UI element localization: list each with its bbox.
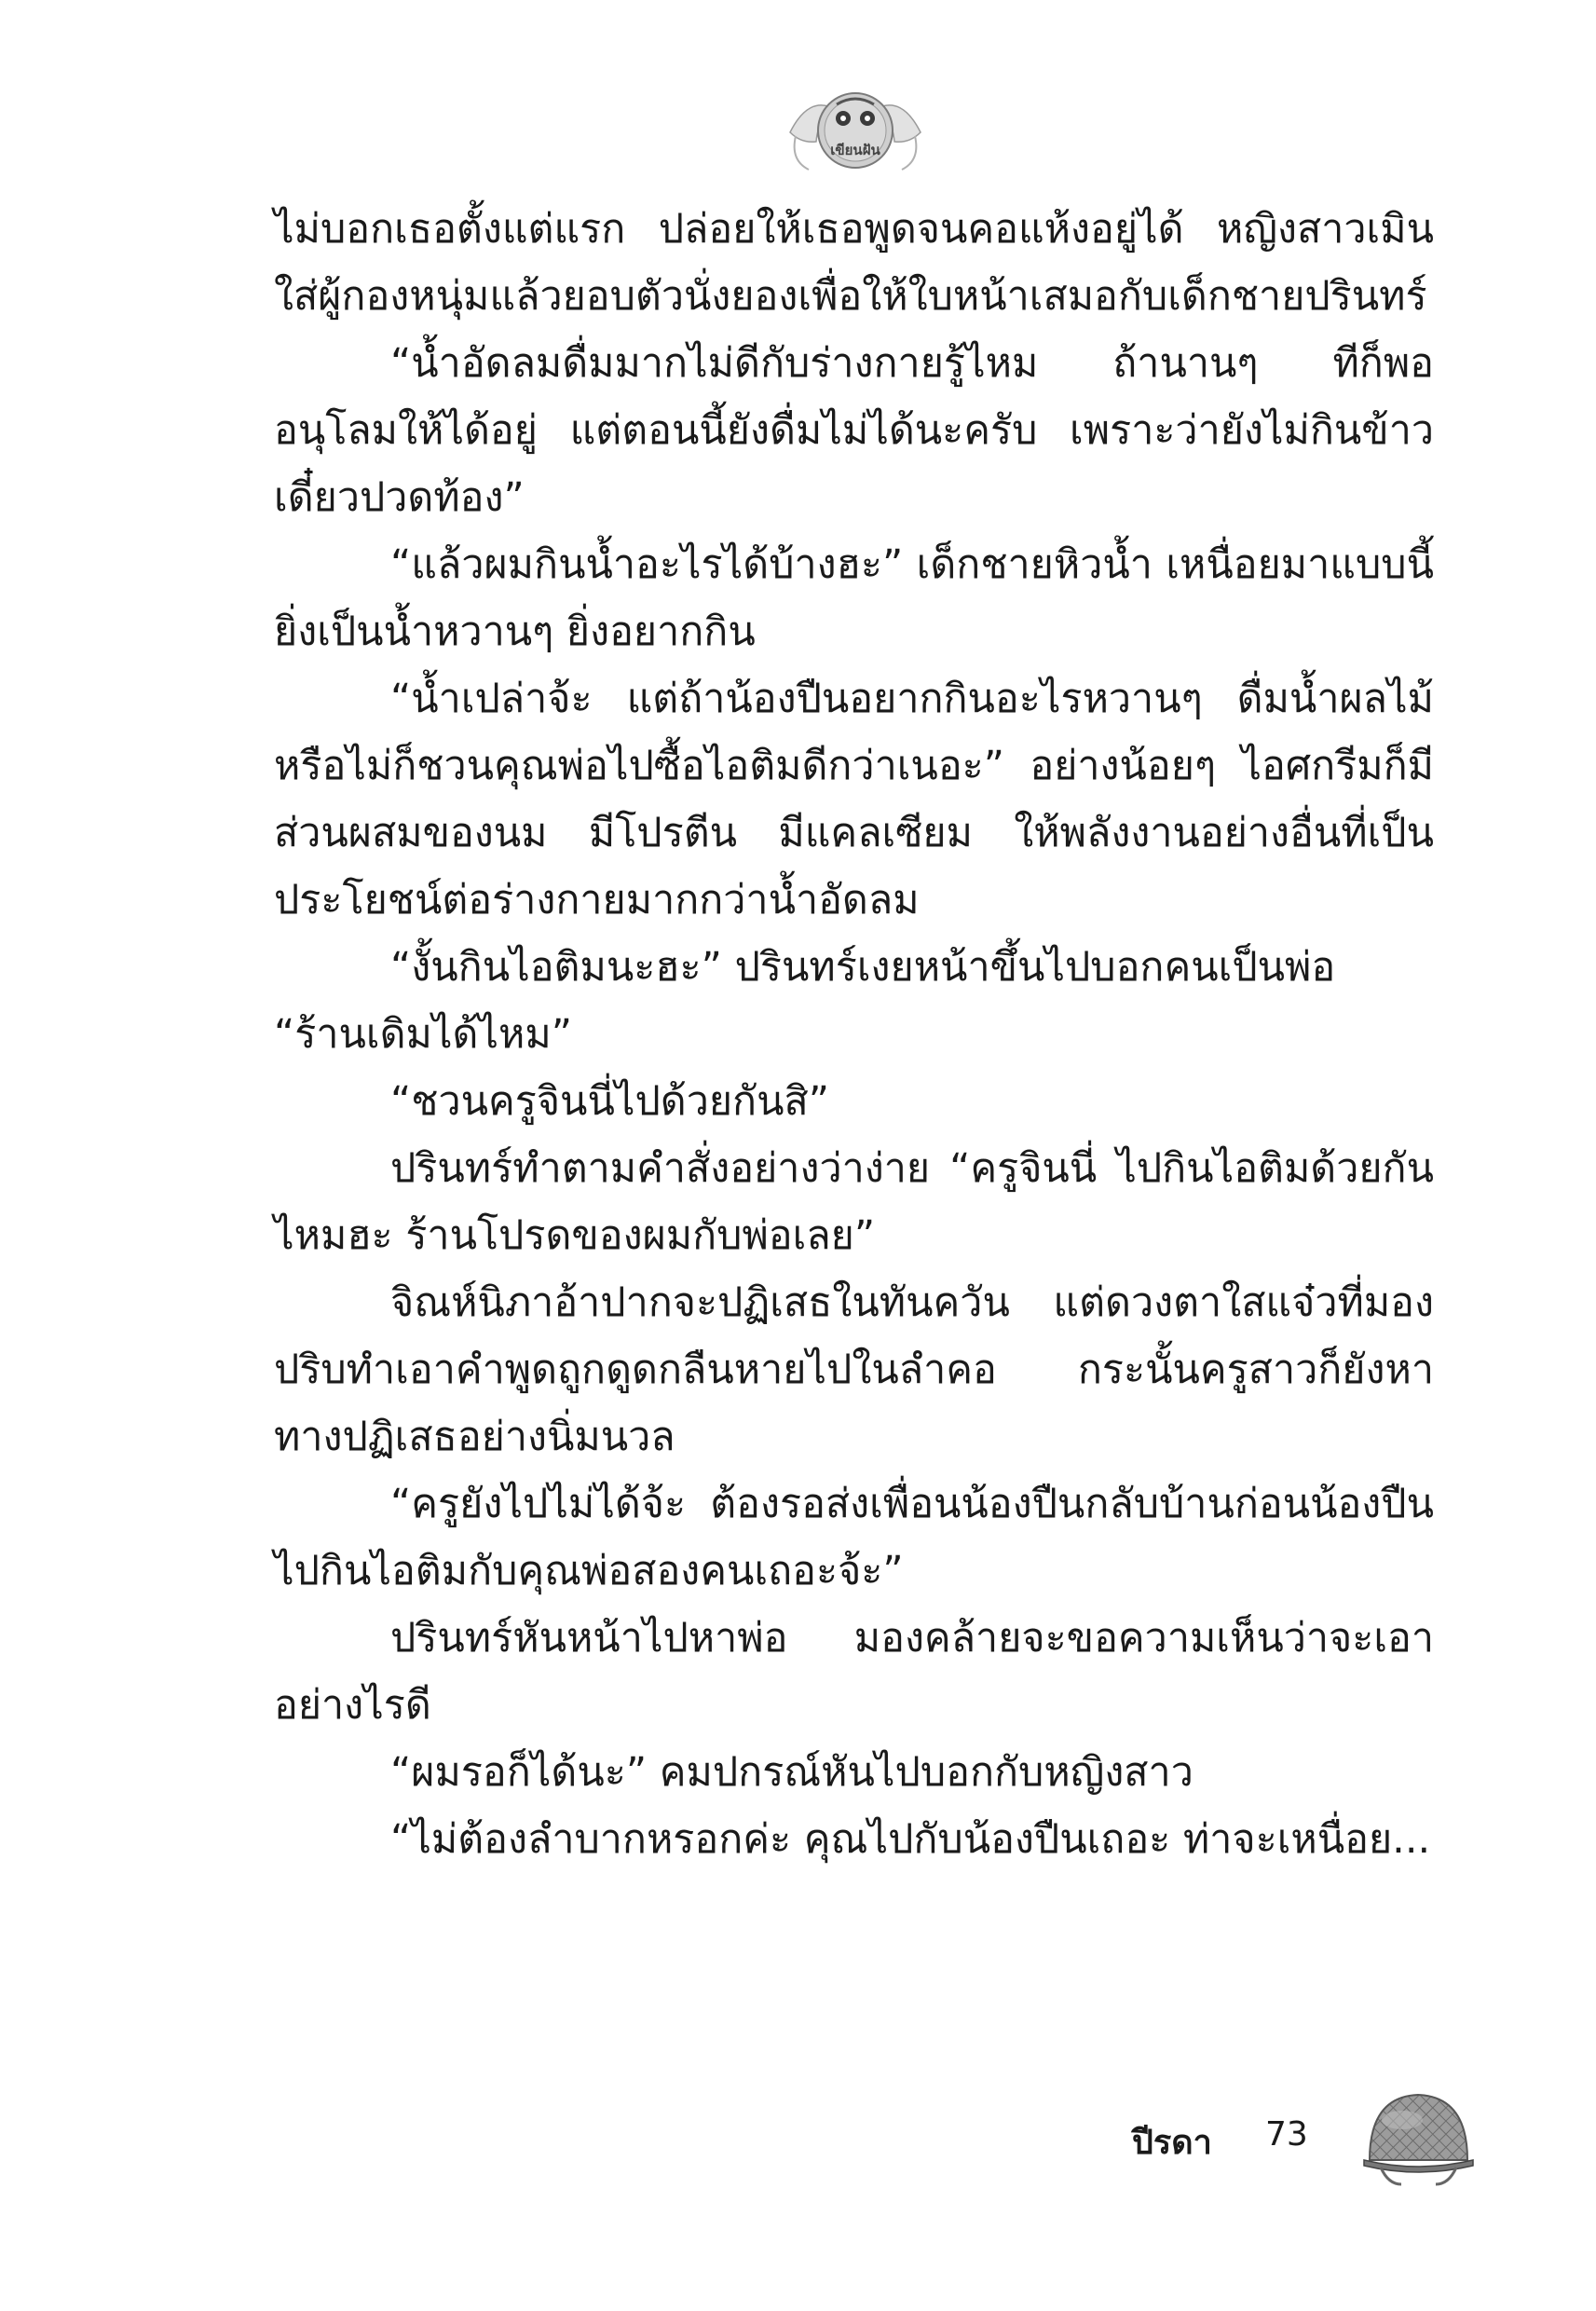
body-paragraph: “ชวนครูจินนี่ไปด้วยกันสิ” bbox=[390, 1078, 829, 1125]
body-paragraph: “ร้านเดิมได้ไหม” bbox=[274, 1011, 573, 1058]
body-paragraph: “น้ำเปล่าจ้ะ แต่ถ้าน้องปืนอยากกินอะไรหวานๆ ดื่มน้ำผลไม้หรือไม่ก็ชวนคุณพ่อไปซื้อไอติมดีกว่าเนอะ” อย่างน้อยๆ ไอศกรีมก็มีส่วนผสมของนม มีโปรตีน มีแคลเซียม ให้พลังงานอย่างอื่นที่เป็นประโยชน์ต่อร่างกายมากกว่าน้ำอัดลม bbox=[274, 676, 1434, 923]
military-helmet-icon bbox=[1360, 2087, 1477, 2190]
body-paragraph: “ผมรอก็ได้นะ” คมปกรณ์หันไปบอกกับหญิงสาว bbox=[390, 1749, 1194, 1796]
body-paragraph: จิณห์นิภาอ้าปากจะปฏิเสธในทันควัน แต่ดวงตาใสแจ๋วที่มองปริบทำเอาคำพูดถูกดูดกลืนหายไปในลำคอ กระนั้นครูสาวก็ยังหาทางปฏิเสธอย่างนิ่มนวล bbox=[274, 1279, 1434, 1460]
chapter-body bbox=[274, 196, 1434, 1873]
body-paragraph: ปรินทร์ทำตามคำสั่งอย่างว่าง่าย “ครูจินนี่ ไปกินไอติมด้วยกันไหมฮะ ร้านโปรดของผมกับพ่อเลย” bbox=[274, 1145, 1434, 1259]
body-paragraph: “ครูยังไปไม่ได้จ้ะ ต้องรอส่งเพื่อนน้องปืนกลับบ้านก่อนน้องปืนไปกินไอติมกับคุณพ่อสองคนเถอะจ้ะ” bbox=[274, 1481, 1434, 1594]
body-paragraph: ไม่บอกเธอตั้งแต่แรก ปล่อยให้เธอพูดจนคอแห้งอยู่ได้ หญิงสาวเมินใส่ผู้กองหนุ่มแล้วยอบตัวนั่งยองเพื่อให้ใบหน้าเสมอกับเด็กชายปรินทร์ bbox=[274, 206, 1434, 320]
winged-emblem-icon bbox=[790, 93, 921, 170]
publisher-logo bbox=[781, 76, 930, 188]
logo-text: เขียนฝัน bbox=[830, 142, 880, 158]
body-paragraph: ปรินทร์หันหน้าไปหาพ่อ มองคล้ายจะขอความเห็นว่าจะเอาอย่างไรดี bbox=[274, 1615, 1434, 1729]
body-paragraph: “งั้นกินไอติมนะฮะ” ปรินทร์เงยหน้าขึ้นไปบอกคนเป็นพ่อ bbox=[390, 944, 1336, 991]
page-number: 73 bbox=[1265, 2115, 1308, 2154]
body-paragraph: “แล้วผมกินน้ำอะไรได้บ้างฮะ” เด็กชายหิวน้ำ เหนื่อยมาแบบนี้ยิ่งเป็นน้ำหวานๆ ยิ่งอยากกิน bbox=[274, 541, 1434, 655]
book-title: ปีรดา bbox=[1132, 2124, 1212, 2162]
body-paragraph: “ไม่ต้องลำบากหรอกค่ะ คุณไปกับน้องปืนเถอะ ท่าจะเหนื่อย... bbox=[390, 1816, 1431, 1863]
page-footer bbox=[1090, 2087, 1481, 2190]
body-paragraph: “น้ำอัดลมดื่มมากไม่ดีกับร่างกายรู้ไหม ถ้านานๆ ทีก็พออนุโลมให้ได้อยู่ แต่ตอนนี้ยังดื่มไม่ได้นะครับ เพราะว่ายังไม่กินข้าวเดี๋ยวปวดท้อง” bbox=[274, 340, 1434, 521]
